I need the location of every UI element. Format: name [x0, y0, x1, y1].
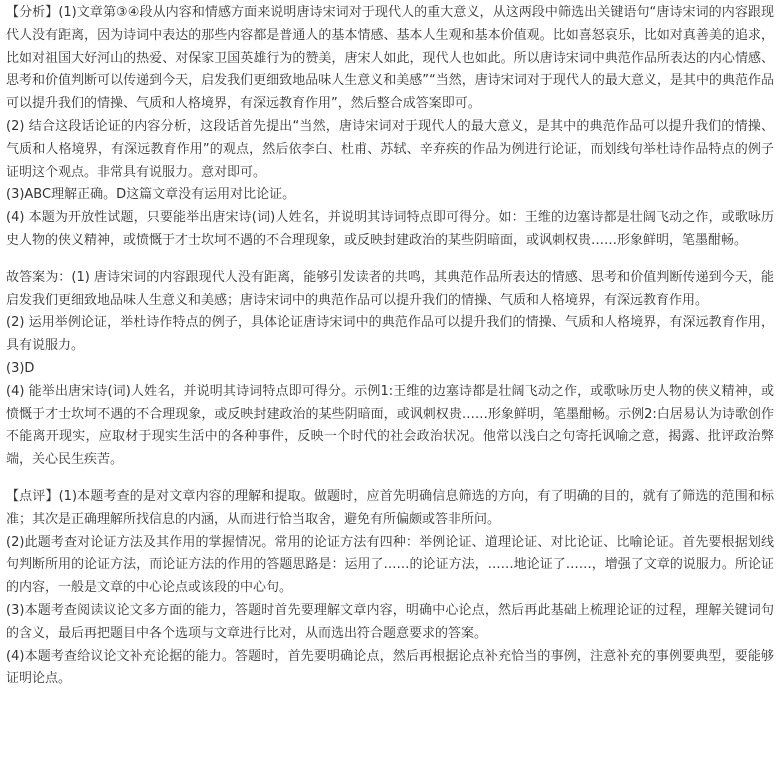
- answer-paragraph-2: (2) 运用举例论证，举杜诗作特点的例子，具体论证唐诗宋词中的典范作品可以提升我们的情操、气质和人格境界，有深远教育作用，具有说服力。: [6, 315, 774, 354]
- analysis-paragraph-1: 【分析】(1)文章第③④段从内容和情感方面来说明唐诗宋词对于现代人的重大意义，从这两段中筛选出关键语句“唐诗宋词的内容跟现代人没有距离，因为诗词中表达的那些内容都是普通人的基本情感、基本人生观和基本价值观。比如喜怒哀乐，比如对真善美的追求，比如对祖国大好河山的热爱、对保家卫国英雄行为的赞美，唐宋人如此，现代人也如此。所以唐诗宋词中典范作品所表达的内心情感、思考和价值判断可以传递到今天，启发我们更细致地品味人生意义和美感”“当然，唐诗宋词对于现代人的最大意义，是其中的典范作品可以提升我们的情操、气质和人格境界，有深远教育作用”，然后整合成答案即可。: [6, 5, 774, 112]
- analysis-paragraph-3: (3)ABC理解正确。D这篇文章没有运用对比论证。: [6, 187, 296, 203]
- answer-section: [6, 267, 774, 472]
- comment-paragraph-4: (4)本题考查给议论文补充论据的能力。答题时，首先要明确论点，然后再根据论点补充恰当的事例，注意补充的事例要典型，要能够证明论点。: [6, 648, 774, 687]
- answer-paragraph-3: (3)D: [6, 360, 35, 376]
- answer-paragraph-4: (4) 能举出唐宋诗(词)人姓名，并说明其诗词特点即可得分。示例1:王维的边塞诗都是壮阔飞动之作，或歌咏历史人物的侠义精神，或愤慨于才士坎坷不遇的不合理现象，或反映封建政治的某些阴暗面，或讽刺权贵……形象鲜明，笔墨酣畅。示例2:白居易认为诗歌创作不能离开现实，应取材于现实生活中的各种事件，反映一个时代的社会政治状况。他常以浅白之句寄托讽喻之意，揭露、批评政治弊端，关心民生疾苦。: [6, 383, 774, 468]
- answer-paragraph-1: 故答案为：(1) 唐诗宋词的内容跟现代人没有距离，能够引发读者的共鸣，其典范作品所表达的情感、思考和价值判断传递到今天，能启发我们更细致地品味人生意义和美感；唐诗宋词中的典范作品可以提升我们的情操、气质和人格境界，有深远教育作用。: [6, 269, 774, 308]
- analysis-paragraph-4: (4) 本题为开放性试题，只要能举出唐宋诗(词)人姓名，并说明其诗词特点即可得分。如：王维的边塞诗都是壮阔飞动之作，或歌咏历史人物的侠义精神，或愤慨于才士坎坷不遇的不合理现象，或反映封建政治的某些阴暗面，或讽刺权贵……形象鲜明，笔墨酣畅。: [6, 210, 774, 248]
- analysis-section: [6, 2, 774, 253]
- comment-paragraph-3: (3)本题考查阅读议论文多方面的能力，答题时首先要理解文章内容，明确中心论点，然后再此基础上梳理论证的过程，理解关键词句的含义，最后再把题目中各个选项与文章进行比对，从而选出符合题意要求的答案。: [6, 602, 774, 641]
- analysis-paragraph-2: (2) 结合这段话论证的内容分析，这段话首先提出“当然，唐诗宋词对于现代人的最大意义，是其中的典范作品可以提升我们的情操、气质和人格境界，有深远教育作用”的观点，然后依李白、杜甫、苏轼、辛弃疾的作品为例进行论证，而划线句举杜诗作品特点的例子证明这个观点。非常具有说服力。意对即可。: [6, 118, 774, 180]
- comment-section: [6, 486, 774, 691]
- comment-paragraph-2: (2)此题考查对论证方法及其作用的掌握情况。常用的论证方法有四种：举例论证、道理论证、对比论证、比喻论证。首先要根据划线句判断所用的论证方法，而论证方法的作用的答题思路是：运用了……的论证方法，……地论证了……，增强了文章的说服力。所论证的内容，一般是文章的中心论点或该段的中心句。: [6, 534, 774, 596]
- comment-paragraph-1: 【点评】(1)本题考查的是对文章内容的理解和提取。做题时，应首先明确信息筛选的方向，有了明确的目的，就有了筛选的范围和标准；其次是正确理解所找信息的内涵，从而进行恰当取舍，避免有所偏颇或答非所问。: [6, 488, 774, 527]
